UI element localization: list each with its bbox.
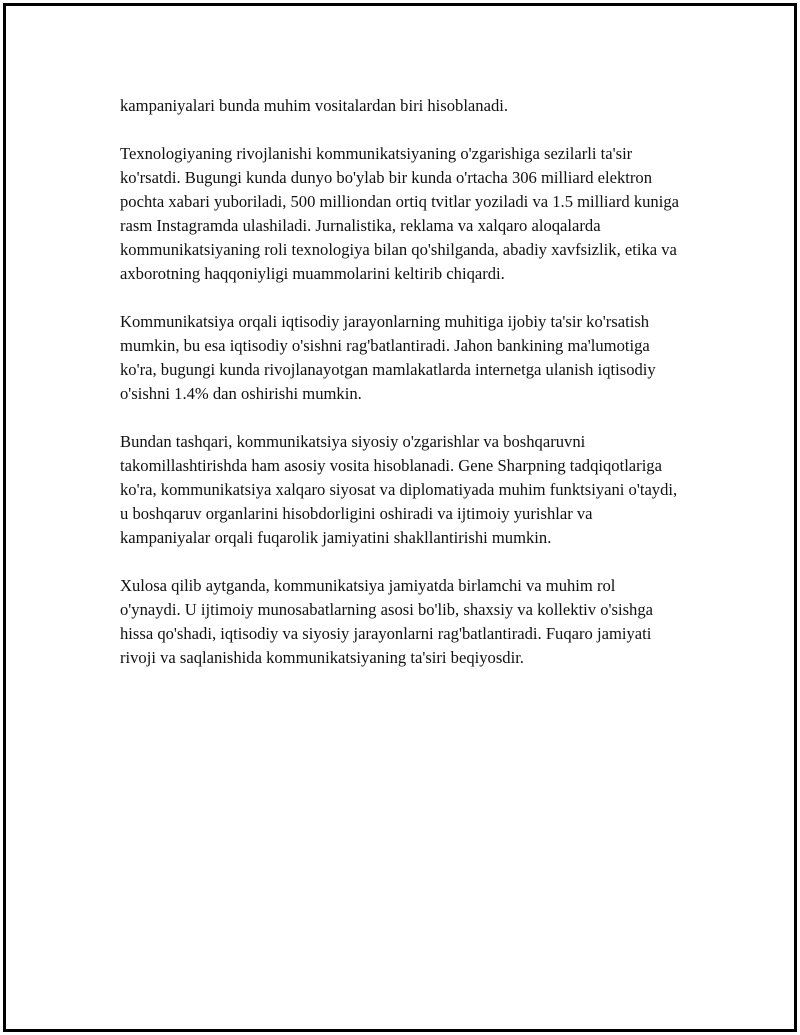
- paragraph-5: Xulosa qilib aytganda, kommunikatsiya jamiyatda birlamchi va muhim rol o'ynaydi. U ijtimoiy munosabatlarning asosi bo'lib, shaxsiy va kollektiv o'sishga hissa qo'shadi, iqtisodiy va siyosiy jarayonlarni rag'batlantiradi. Fuqaro jamiyati rivoji va saqlanishida kommunikatsiyaning ta'siri beqiyosdir.: [120, 576, 654, 667]
- document-page: [3, 3, 797, 1032]
- document-body: [120, 94, 680, 694]
- paragraph-3: Kommunikatsiya orqali iqtisodiy jarayonlarning muhitiga ijobiy ta'sir ko'rsatish mumkin, bu esa iqtisodiy o'sishni rag'batlantiradi. Jahon bankining ma'lumotiga ko'ra, bugungi kunda rivojlanayotgan mamlakatlarda internetga ulanish iqtisodiy o'sishni 1.4% dan oshirishi mumkin.: [120, 312, 656, 403]
- paragraph-4: Bundan tashqari, kommunikatsiya siyosiy o'zgarishlar va boshqaruvni takomillashtirishda ham asosiy vosita hisoblanadi. Gene Sharpning tadqiqotlariga ko'ra, kommunikatsiya xalqaro siyosat va diplomatiyada muhim funktsiyani o'taydi, u boshqaruv organlarini hisobdorligini oshiradi va ijtimoiy yurishlar va kampaniyalar orqali fuqarolik jamiyatini shakllantirishi mumkin.: [120, 432, 678, 547]
- paragraph-1: kampaniyalari bunda muhim vositalardan biri hisoblanadi.: [120, 96, 509, 115]
- paragraph-2: Texnologiyaning rivojlanishi kommunikatsiyaning o'zgarishiga sezilarli ta'sir ko'rsatdi. Bugungi kunda dunyo bo'ylab bir kunda o'rtacha 306 milliard elektron pochta xabari yuboriladi, 500 milliondan ortiq tvitlar yoziladi va 1.5 milliard kuniga rasm Instagramda ulashiladi. Jurnalistika, reklama va xalqaro aloqalarda kommunikatsiyaning roli texnologiya bilan qo'shilganda, abadiy xavfsizlik, etika va axborotning haqqoniyligi muammolarini keltirib chiqardi.: [120, 144, 679, 283]
